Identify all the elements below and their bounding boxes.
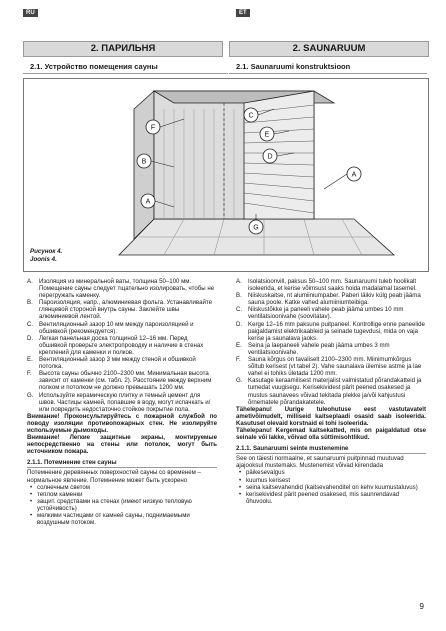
sauna-diagram: [23, 78, 429, 272]
warning-1-ru: Внимание! Проконсультируйтесь с пожарной службой по поводу изоляции противопожарных стен. Не изолируйте используемые дымоходы.: [27, 412, 217, 434]
section-title-ru: 2. ПАРИЛЬНЯ: [23, 41, 223, 57]
subsubsection-title-et: 2.1.1. Saunaruumi seinte mustenemine: [236, 445, 349, 453]
legend-text: Высота сауны обычно 2100–2300 мм. Минимальная высота зависит от каменки (см. табл. 2). Расстояние между верхним полком и потолком не должно превышать 1200 мм.: [39, 370, 212, 392]
divider-et: [229, 73, 427, 74]
warning-2-et: Tähelepanu! Kergemad kaitsekatted, mis on paigaldatud otse seinale või lakke, võivad olla süttimisohtlikud.: [236, 426, 426, 442]
legend-text: Seina ja laepaneeli vahele peab jääma umbes 3 mm ventilatsioonivahe.: [248, 341, 390, 356]
legend-key: C.: [236, 306, 243, 314]
page-number: 9: [419, 602, 424, 611]
legend-key: G.: [27, 391, 34, 399]
legend-key: F.: [236, 356, 241, 364]
bullet-item: • kerisekividest pärit peened osakesed, mis saunrendavad õhuvoolu.: [246, 491, 426, 505]
warning-1-et: Tähelepanu! Uurige tuleohutuse eest vastutavatelt ametivõimudelt, milliseid kaitseplaadi osasid saab isoleerida. Kasutusel olevaid korstnaid ei tohi isoleerida.: [236, 405, 426, 427]
legend-key: G.: [236, 377, 243, 385]
section-title-et: 2. SAUNARUUM: [229, 41, 429, 57]
bullet-item: • мелкими частицами от камней сауны, поднимаемыми воздушным потоком.: [37, 512, 217, 526]
callout-label: B: [141, 158, 147, 166]
sauna-construction-drawing: [24, 79, 428, 271]
warning-2-ru: Внимание! Легкие защитные экраны, монтируемые непосредственно на стены или потолок, могут быть источником пожара.: [27, 434, 217, 456]
legend-item: [236, 306, 426, 320]
legend-text: Используйте керамическую плитку и темный цемент для швов. Частицы камней, попавшие в воду, могут испачкать и/или повредить недостаточно стойкое покрытие пола.: [39, 391, 211, 413]
legend-item: [27, 370, 217, 391]
legend-key: F.: [27, 370, 32, 378]
lang-badge-et: ET: [236, 9, 250, 17]
figure-caption-ru: Рисунок 4.: [30, 248, 63, 255]
subsection-title-et: 2.1. Saunaruumi konstruktsioon: [236, 62, 351, 71]
divider-ru: [23, 73, 228, 74]
paragraph-ru: Потемнение деревянных поверхностей сауны со временем – нормальное явление. Потемнение может быть ускорено: [27, 469, 201, 484]
legend-text: Kasutage keraamilisest materjalist valmistatud põrandakatteid ja tumedat vuugisegu. Kerisekividest pärit peened osakesed ja mustus saunavees võivad tekitada plekke ja/või kahjustusi õrnematele põrandakatetele.: [248, 377, 422, 406]
legend-key: A.: [27, 278, 33, 285]
paragraph-et: See on täiesti normaalne, et saunaruumi puitpinnad muutuvad ajajooksul mustemaks. Mustenemist võivad kiirendada: [236, 455, 404, 470]
legend-key: C.: [27, 320, 34, 328]
legend-item: [236, 342, 426, 356]
legend-item: [27, 356, 217, 370]
legend-key: B.: [236, 292, 242, 300]
legend-item: [236, 278, 426, 292]
bullet-item: • seina kaitsevahendid (kaitsevahenditel on kehv kuumustaluvus): [246, 484, 426, 491]
bullet-item: • защит. средствами на стенах (имеют низкую тепловую устойчивость): [37, 498, 217, 512]
callout-label: D: [267, 153, 273, 161]
bullet-item: • kuumus kerisest: [246, 477, 426, 484]
subsubsection-title-ru: 2.1.1. Потемнение стен сауны: [27, 459, 117, 467]
figure-caption-et: Joonis 4.: [30, 256, 57, 263]
legend-text: Isolatsioonvill, paksus 50–100 mm. Saunaruumi tuleb hoolikalt isoleerida, et kerise võimsust saaks hoida madalamal tasemel.: [248, 278, 417, 293]
legend-item: [236, 377, 426, 405]
legend-text: Вентиляционный зазор 10 мм между пароизоляцией и обшивкой (рекомендуется).: [39, 320, 194, 335]
legend-key: D.: [236, 320, 243, 328]
legend-text: Niiskuskaitse, nt alumiiniumpaber. Paberi läikiv külg peab jääma sauna poole. Katke vahed alumiiniumteibiga.: [248, 292, 421, 307]
bullet-item: • солнечным светом: [37, 484, 217, 491]
legend-text: Легкая панельная доска толщиной 12–16 мм. Перед обшивкой проверьте электропроводку и наличие в стенах креплений для каменки и полков.: [39, 334, 204, 356]
legend-key: E.: [236, 341, 242, 349]
bullet-item: • теплом каменки: [37, 491, 217, 498]
legend-item: [27, 278, 217, 299]
subsubsection-rule-et: [236, 453, 426, 454]
column-et: [236, 278, 426, 505]
legend-text: Изоляция из минеральной ваты, толщина 50–100 мм. Помещение сауны следует тщательно изолировать, чтобы не перегружать каменку.: [39, 278, 215, 300]
bullet-item: • päikesevalgus: [246, 469, 426, 476]
legend-item: [236, 356, 426, 377]
callout-label: A: [351, 171, 357, 179]
lang-badge-ru: RU: [23, 9, 38, 17]
legend-item: [27, 321, 217, 335]
callout-label: G: [253, 224, 259, 232]
callout-label: E: [264, 131, 270, 139]
figure-caption: [30, 248, 62, 264]
column-ru: [27, 278, 217, 526]
legend-text: Niiskustõkke ja paneeli vahele peab jääma umbes 10 mm ventilatsioonivahe (soovitatav).: [248, 306, 404, 321]
legend-text: Вентиляционный зазор 3 мм между стеной и обшивкой потолка.: [39, 356, 196, 371]
legend-item: [27, 392, 217, 413]
callout-label: F: [150, 124, 156, 132]
bullet-list-ru: [27, 484, 217, 527]
legend-item: [236, 292, 426, 306]
subsection-title-ru: 2.1. Устройство помещения сауны: [30, 62, 158, 71]
subsubsection-rule-ru: [27, 467, 217, 468]
legend-key: D.: [27, 334, 34, 342]
callout-label: A: [145, 198, 151, 206]
legend-key: A.: [236, 278, 242, 285]
legend-key: E.: [27, 356, 33, 364]
legend-text: Kerge 12–16 mm paksune puitpaneel. Kontrollige enne paneelide paigaldamist elektrikaableid ja seinade tugevdusi, mida on vaja kerise ja saunalava jaoks.: [248, 320, 425, 342]
legend-text: Пароизоляция, напр., алюминиевая фольга. Устанавливайте глянцевой стороной внутрь сауны. Заклейте швы алюминиевой лентой.: [39, 299, 213, 321]
legend-item: [27, 335, 217, 356]
bullet-list-et: [236, 469, 426, 504]
legend-item: [236, 321, 426, 342]
callout-label: C: [248, 112, 254, 120]
legend-item: [27, 299, 217, 320]
legend-text: Sauna kõrgus on tavaliselt 2100–2300 mm. Miinimumkõrgus sõltub kerisest (vt tabel 2). Vahe saunalava ülemise astme ja lae vahel ei tohiks ületada 1200 mm.: [248, 356, 422, 378]
legend-key: B.: [27, 299, 33, 307]
